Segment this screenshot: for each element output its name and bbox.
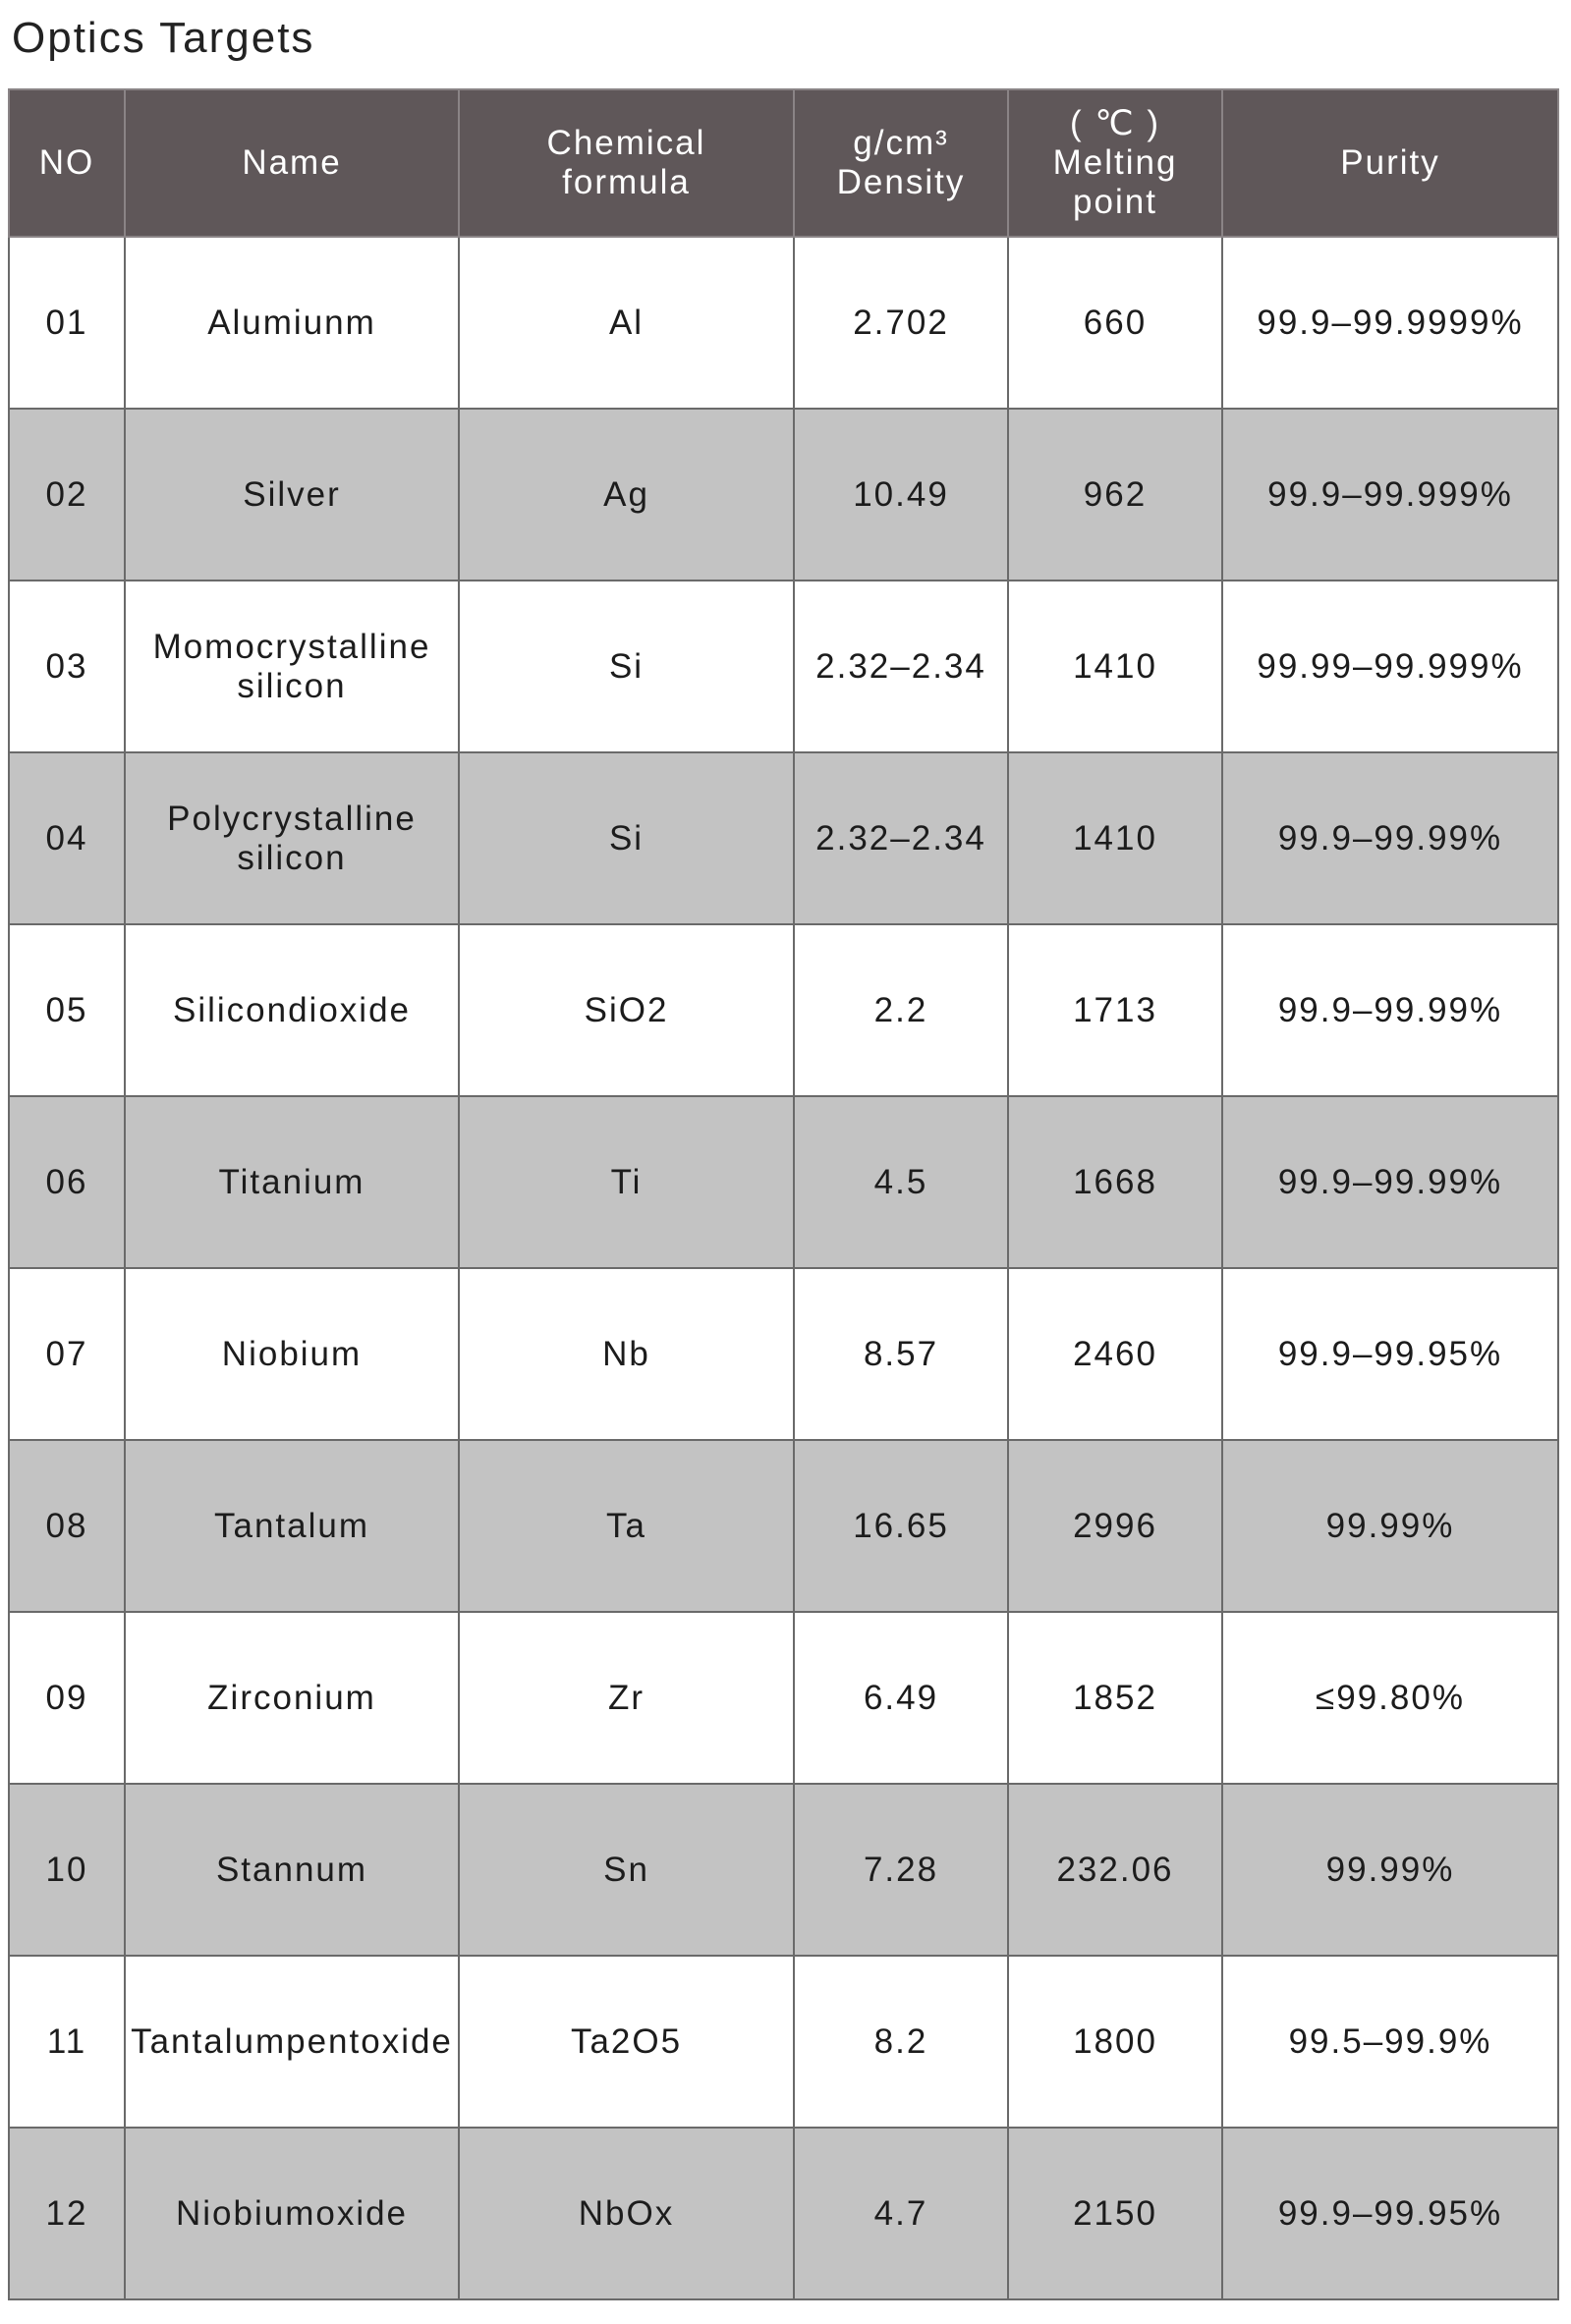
cell-purity: 99.9–99.99%	[1222, 1096, 1558, 1268]
cell-melting-point: 2150	[1008, 2128, 1222, 2299]
header-formula-line-2: formula	[562, 163, 691, 201]
cell-name: Polycrystalline silicon	[125, 752, 459, 924]
cell-density: 10.49	[794, 409, 1008, 581]
cell-formula: Ta2O5	[459, 1956, 794, 2128]
cell-formula: Si	[459, 581, 794, 752]
table-row	[9, 1784, 1558, 1956]
cell-purity: 99.5–99.9%	[1222, 1956, 1558, 2128]
header-formula-line-1: Chemical	[546, 124, 706, 162]
cell-no: 10	[9, 1784, 125, 1956]
cell-purity: 99.9–99.999%	[1222, 409, 1558, 581]
cell-melting-point: 2996	[1008, 1440, 1222, 1612]
cell-formula: Nb	[459, 1268, 794, 1440]
cell-name: Tantalumpentoxide	[125, 1956, 459, 2128]
cell-name: Alumiunm	[125, 237, 459, 409]
cell-no: 08	[9, 1440, 125, 1612]
header-no: NO	[9, 89, 125, 237]
cell-melting-point: 1800	[1008, 1956, 1222, 2128]
table-row	[9, 1612, 1558, 1784]
cell-density: 7.28	[794, 1784, 1008, 1956]
table-row	[9, 752, 1558, 924]
cell-no: 12	[9, 2128, 125, 2299]
header-purity: Purity	[1222, 89, 1558, 237]
table-row	[9, 409, 1558, 581]
cell-name: Niobiumoxide	[125, 2128, 459, 2299]
cell-no: 03	[9, 581, 125, 752]
page-title: Optics Targets	[12, 14, 315, 62]
cell-formula: Sn	[459, 1784, 794, 1956]
table-row	[9, 581, 1558, 752]
cell-formula: Ta	[459, 1440, 794, 1612]
table-row	[9, 924, 1558, 1096]
cell-formula: Zr	[459, 1612, 794, 1784]
cell-formula: NbOx	[459, 2128, 794, 2299]
cell-melting-point: 1410	[1008, 752, 1222, 924]
cell-formula: Si	[459, 752, 794, 924]
cell-formula: SiO2	[459, 924, 794, 1096]
cell-melting-point: 232.06	[1008, 1784, 1222, 1956]
cell-name: Stannum	[125, 1784, 459, 1956]
header-melting-unit: ( ℃ )	[1069, 104, 1161, 142]
cell-name: Silicondioxide	[125, 924, 459, 1096]
cell-density: 6.49	[794, 1612, 1008, 1784]
cell-melting-point: 1668	[1008, 1096, 1222, 1268]
cell-density: 16.65	[794, 1440, 1008, 1612]
cell-no: 06	[9, 1096, 125, 1268]
cell-melting-point: 660	[1008, 237, 1222, 409]
table-row	[9, 2128, 1558, 2299]
cell-purity: 99.9–99.95%	[1222, 1268, 1558, 1440]
cell-no: 05	[9, 924, 125, 1096]
table-header-row	[9, 89, 1558, 237]
cell-melting-point: 2460	[1008, 1268, 1222, 1440]
header-formula	[459, 89, 794, 237]
cell-no: 09	[9, 1612, 125, 1784]
cell-density: 8.2	[794, 1956, 1008, 2128]
cell-melting-point: 1713	[1008, 924, 1222, 1096]
table-body	[9, 237, 1558, 2299]
cell-name: Titanium	[125, 1096, 459, 1268]
cell-no: 11	[9, 1956, 125, 2128]
cell-formula: Ag	[459, 409, 794, 581]
cell-purity: 99.9–99.9999%	[1222, 237, 1558, 409]
header-melting-point	[1008, 89, 1222, 237]
cell-density: 8.57	[794, 1268, 1008, 1440]
cell-no: 07	[9, 1268, 125, 1440]
cell-melting-point: 1410	[1008, 581, 1222, 752]
cell-no: 01	[9, 237, 125, 409]
cell-name: Silver	[125, 409, 459, 581]
table-row	[9, 237, 1558, 409]
cell-purity: 99.99%	[1222, 1784, 1558, 1956]
cell-melting-point: 962	[1008, 409, 1222, 581]
cell-density: 2.702	[794, 237, 1008, 409]
table-row	[9, 1268, 1558, 1440]
cell-name: Momocrystalline silicon	[125, 581, 459, 752]
cell-name: Niobium	[125, 1268, 459, 1440]
header-density-unit: g/cm³	[853, 124, 949, 162]
cell-density: 4.7	[794, 2128, 1008, 2299]
header-density-label: Density	[836, 163, 966, 201]
header-name: Name	[125, 89, 459, 237]
cell-purity: 99.9–99.99%	[1222, 924, 1558, 1096]
cell-density: 2.32–2.34	[794, 581, 1008, 752]
cell-purity: 99.99–99.999%	[1222, 581, 1558, 752]
cell-formula: Ti	[459, 1096, 794, 1268]
cell-melting-point: 1852	[1008, 1612, 1222, 1784]
table-row	[9, 1956, 1558, 2128]
cell-density: 4.5	[794, 1096, 1008, 1268]
cell-formula: Al	[459, 237, 794, 409]
cell-no: 04	[9, 752, 125, 924]
header-melting-line-1: Melting	[1052, 143, 1178, 182]
cell-density: 2.2	[794, 924, 1008, 1096]
cell-no: 02	[9, 409, 125, 581]
cell-name: Zirconium	[125, 1612, 459, 1784]
table-row	[9, 1440, 1558, 1612]
cell-purity: 99.9–99.99%	[1222, 752, 1558, 924]
cell-name: Tantalum	[125, 1440, 459, 1612]
cell-purity: ≤99.80%	[1222, 1612, 1558, 1784]
cell-purity: 99.9–99.95%	[1222, 2128, 1558, 2299]
header-melting-line-2: point	[1073, 183, 1157, 221]
header-density	[794, 89, 1008, 237]
cell-density: 2.32–2.34	[794, 752, 1008, 924]
cell-purity: 99.99%	[1222, 1440, 1558, 1612]
table-row	[9, 1096, 1558, 1268]
optics-targets-table	[8, 88, 1559, 2300]
